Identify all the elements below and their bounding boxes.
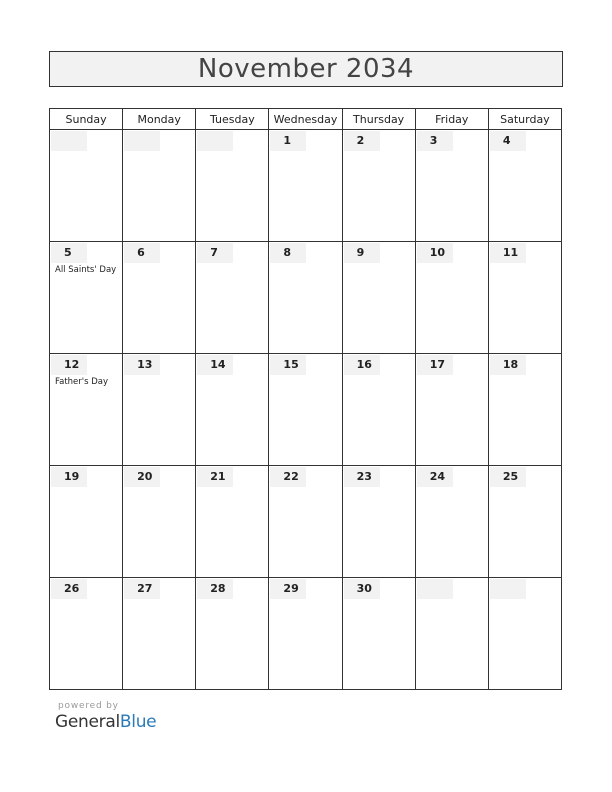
day-cell bbox=[269, 354, 342, 466]
day-number: 8 bbox=[270, 243, 306, 263]
day-cell bbox=[269, 130, 342, 242]
day-cell bbox=[196, 578, 269, 690]
day-number: 24 bbox=[417, 467, 453, 487]
brand-blue-text: Blue bbox=[119, 712, 157, 732]
day-cell bbox=[415, 354, 488, 466]
week-row bbox=[50, 130, 562, 242]
day-number bbox=[124, 131, 160, 151]
powered-by-text: powered by bbox=[58, 701, 119, 711]
day-cell bbox=[488, 466, 561, 578]
day-cell bbox=[50, 242, 123, 354]
footer bbox=[55, 701, 156, 732]
week-row bbox=[50, 242, 562, 354]
week-row bbox=[50, 466, 562, 578]
weekday-tuesday: Tuesday bbox=[196, 109, 269, 130]
weekday-saturday: Saturday bbox=[488, 109, 561, 130]
calendar-grid bbox=[49, 108, 562, 690]
week-row bbox=[50, 578, 562, 690]
day-cell bbox=[342, 578, 415, 690]
weekday-friday: Friday bbox=[415, 109, 488, 130]
day-number: 16 bbox=[344, 355, 380, 375]
day-cell bbox=[50, 354, 123, 466]
day-number: 1 bbox=[270, 131, 306, 151]
day-number: 13 bbox=[124, 355, 160, 375]
day-number: 25 bbox=[490, 467, 526, 487]
brand-logo bbox=[55, 712, 156, 732]
day-number: 5 bbox=[51, 243, 87, 263]
day-number: 12 bbox=[51, 355, 87, 375]
weekday-thursday: Thursday bbox=[342, 109, 415, 130]
holiday-label: Father's Day bbox=[55, 377, 109, 387]
day-cell bbox=[123, 354, 196, 466]
day-cell bbox=[123, 242, 196, 354]
day-cell bbox=[123, 130, 196, 242]
day-number bbox=[51, 131, 87, 151]
day-number: 19 bbox=[51, 467, 87, 487]
calendar-title: November 2034 bbox=[49, 51, 563, 87]
day-cell bbox=[196, 354, 269, 466]
day-number: 29 bbox=[270, 579, 306, 599]
day-number: 10 bbox=[417, 243, 453, 263]
day-cell bbox=[123, 578, 196, 690]
day-cell bbox=[488, 130, 561, 242]
day-cell bbox=[415, 130, 488, 242]
day-number: 22 bbox=[270, 467, 306, 487]
day-number: 21 bbox=[197, 467, 233, 487]
calendar-body bbox=[50, 130, 562, 690]
day-cell bbox=[488, 242, 561, 354]
day-number: 7 bbox=[197, 243, 233, 263]
day-number: 3 bbox=[417, 131, 453, 151]
day-cell bbox=[342, 354, 415, 466]
brand-general-text: General bbox=[55, 712, 120, 732]
day-number: 17 bbox=[417, 355, 453, 375]
day-number: 28 bbox=[197, 579, 233, 599]
day-number: 23 bbox=[344, 467, 380, 487]
day-cell bbox=[196, 242, 269, 354]
weekday-header-row bbox=[50, 109, 562, 130]
day-number bbox=[490, 579, 526, 599]
weekday-wednesday: Wednesday bbox=[269, 109, 342, 130]
day-cell bbox=[123, 466, 196, 578]
day-cell bbox=[50, 466, 123, 578]
day-cell bbox=[196, 130, 269, 242]
day-number: 27 bbox=[124, 579, 160, 599]
weekday-monday: Monday bbox=[123, 109, 196, 130]
day-number: 26 bbox=[51, 579, 87, 599]
day-number: 11 bbox=[490, 243, 526, 263]
day-number: 6 bbox=[124, 243, 160, 263]
day-cell bbox=[50, 578, 123, 690]
day-number: 15 bbox=[270, 355, 306, 375]
day-cell bbox=[269, 466, 342, 578]
day-number: 4 bbox=[490, 131, 526, 151]
day-cell bbox=[415, 578, 488, 690]
day-cell bbox=[488, 578, 561, 690]
day-cell bbox=[196, 466, 269, 578]
day-number: 18 bbox=[490, 355, 526, 375]
day-cell bbox=[415, 242, 488, 354]
day-cell bbox=[269, 242, 342, 354]
day-cell bbox=[50, 130, 123, 242]
day-number: 20 bbox=[124, 467, 160, 487]
day-cell bbox=[342, 466, 415, 578]
day-number bbox=[417, 579, 453, 599]
weekday-sunday: Sunday bbox=[50, 109, 123, 130]
day-cell bbox=[415, 466, 488, 578]
week-row bbox=[50, 354, 562, 466]
day-cell bbox=[342, 242, 415, 354]
day-cell bbox=[488, 354, 561, 466]
day-cell bbox=[342, 130, 415, 242]
day-number: 2 bbox=[344, 131, 380, 151]
day-number: 9 bbox=[344, 243, 380, 263]
holiday-label: All Saints' Day bbox=[55, 265, 117, 275]
day-cell bbox=[269, 578, 342, 690]
day-number: 30 bbox=[344, 579, 380, 599]
day-number bbox=[197, 131, 233, 151]
day-number: 14 bbox=[197, 355, 233, 375]
